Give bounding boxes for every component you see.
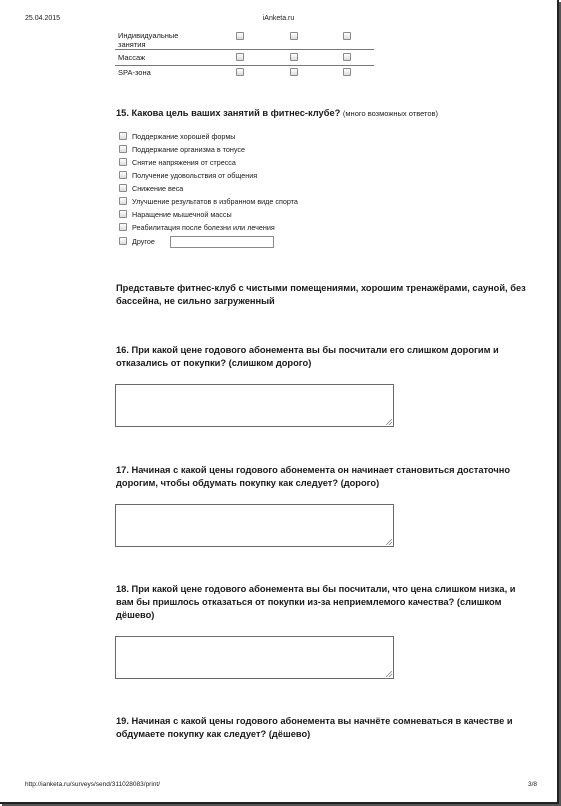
checkbox[interactable] — [119, 145, 127, 153]
question-19-title: 19. Начиная с какой цены годового абонемента вы начнёте сомневаться в качестве и обдумаете покупку как следует? (дёшево) — [116, 716, 513, 739]
question-18-title: 18. При какой цене годового абонемента вы бы посчитали, что цена слишком низка, и вам бы пришлось отказаться от покупки из-за неприемлемого качества? (слишком дёшево) — [116, 584, 516, 620]
option-label: Поддержание организма в тонусе — [132, 145, 245, 154]
option-label: Получение удовольствия от общения — [132, 171, 258, 180]
option-label: Реабилитация после болезни или лечения — [132, 223, 275, 232]
question-hint: (много возможных ответов) — [342, 109, 439, 118]
checkbox[interactable] — [119, 132, 127, 140]
checkbox[interactable] — [119, 223, 127, 231]
print-date: 25.04.2015 — [25, 15, 61, 22]
grid-checkbox[interactable] — [236, 53, 244, 61]
grid-checkbox[interactable] — [343, 53, 351, 61]
answer-16-textarea[interactable] — [115, 384, 394, 427]
grid-row-label: SPA-зона — [118, 68, 151, 77]
option-label: Другое — [132, 237, 155, 246]
page-number: 3/8 — [528, 781, 538, 788]
grid-row-individual — [115, 29, 374, 50]
footer-url: http://ianketa.ru/surveys/send/311028083/print/ — [25, 781, 161, 788]
resize-grip-icon[interactable] — [386, 539, 392, 545]
grid-checkbox[interactable] — [343, 68, 351, 76]
answer-18-textarea[interactable] — [115, 636, 394, 679]
grid-row-label: Индивидуальные занятия — [118, 31, 179, 49]
checkbox[interactable] — [119, 210, 127, 218]
option-label: Снижение веса — [132, 184, 184, 193]
site-name: iAnketa.ru — [262, 15, 295, 22]
grid-checkbox[interactable] — [236, 32, 244, 40]
resize-grip-icon[interactable] — [386, 671, 392, 677]
grid-checkbox[interactable] — [236, 68, 244, 76]
option-label: Снятие напряжения от стресса — [132, 158, 236, 167]
option-label: Поддержание хорошей формы — [132, 132, 236, 141]
grid-checkbox[interactable] — [290, 32, 298, 40]
checkbox[interactable] — [119, 237, 127, 245]
checkbox[interactable] — [119, 171, 127, 179]
resize-grip-icon[interactable] — [386, 419, 392, 425]
option-label: Улучшение результатов в избранном виде спорта — [132, 197, 298, 206]
question-text: 15. Какова цель ваших занятий в фитнес-клубе? — [116, 108, 341, 118]
question-15-title — [116, 107, 526, 120]
other-text-input[interactable] — [170, 236, 274, 248]
grid-row-label: Массаж — [118, 53, 146, 62]
grid-row-spa — [115, 66, 374, 79]
grid-checkbox[interactable] — [290, 53, 298, 61]
checkbox[interactable] — [119, 197, 127, 205]
option-label: Наращение мышечной массы — [132, 210, 232, 219]
intro-text: Представьте фитнес-клуб с чистыми помещениями, хорошим тренажёрами, сауной, без бассейна, не сильно загруженный — [116, 283, 526, 306]
checkbox[interactable] — [119, 158, 127, 166]
question-16-title: 16. При какой цене годового абонемента вы бы посчитали его слишком дорогим и отказались от покупки? (слишком дорого) — [116, 345, 499, 368]
grid-checkbox[interactable] — [290, 68, 298, 76]
answer-17-textarea[interactable] — [115, 504, 394, 547]
grid-checkbox[interactable] — [343, 32, 351, 40]
checkbox[interactable] — [119, 184, 127, 192]
grid-row-massage — [115, 50, 374, 66]
question-17-title: 17. Начиная с какой цены годового абонемента он начинает становиться достаточно дорогим, чтобы обдумать покупку как следует? (дорого) — [116, 465, 511, 488]
